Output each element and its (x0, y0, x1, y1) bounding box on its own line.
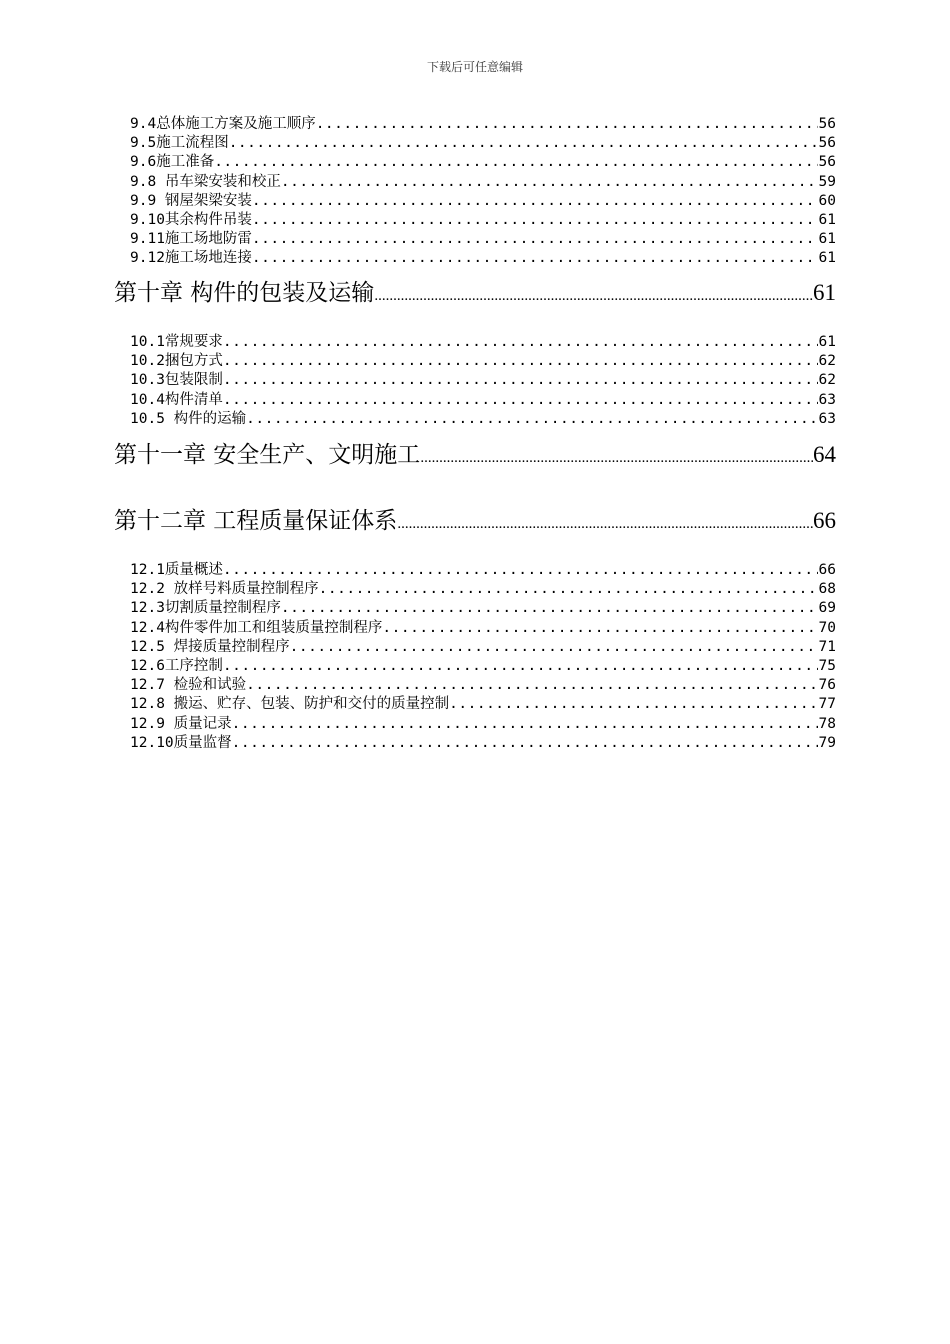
toc-entry-page: 63 (818, 391, 836, 408)
leader-dots (397, 508, 813, 537)
toc-entry-page: 61 (818, 250, 836, 267)
toc-entry-page: 61 (818, 211, 836, 228)
toc-entry[interactable] (130, 657, 836, 676)
toc-entry[interactable] (130, 371, 836, 390)
leader-dots (223, 391, 818, 410)
toc-entry-page: 68 (818, 581, 836, 598)
leader-dots (281, 173, 818, 192)
toc-entry-label: 9.12施工场地连接 (130, 250, 252, 267)
toc-entry-label: 9.8 吊车梁安装和校正 (130, 173, 281, 190)
leader-dots (281, 599, 818, 618)
toc-entry[interactable] (130, 230, 836, 249)
toc-entry-page: 79 (818, 734, 836, 751)
toc-entry-label: 12.3切割质量控制程序 (130, 600, 281, 617)
toc-entry-label: 10.1常规要求 (130, 334, 223, 350)
toc-entry[interactable] (130, 580, 836, 599)
toc-entry-page: 63 (818, 410, 836, 427)
toc-chapter-page: 64 (813, 442, 836, 467)
toc-entry[interactable] (130, 391, 836, 410)
toc-entry-page: 66 (818, 562, 836, 578)
toc-entry[interactable] (130, 599, 836, 618)
toc-entry-label: 12.2 放样号料质量控制程序 (130, 581, 319, 598)
toc-entry-label: 9.9 钢屋架梁安装 (130, 192, 252, 209)
toc-entry[interactable] (130, 410, 836, 429)
toc-entry-label: 12.9 质量记录 (130, 715, 232, 732)
toc-entry-label: 9.5施工流程图 (130, 135, 229, 152)
toc-entry-page: 56 (818, 135, 836, 152)
toc-entry-label: 12.7 检验和试验 (130, 677, 247, 694)
leader-dots (252, 230, 818, 249)
toc-chapter-page: 66 (813, 508, 836, 533)
toc-entry-label: 12.1质量概述 (130, 562, 223, 578)
toc-entry-page: 77 (818, 696, 836, 713)
toc-entry[interactable] (130, 173, 836, 192)
toc-section-ch12 (130, 561, 836, 753)
toc-chapter-11[interactable] (114, 439, 836, 471)
toc-entry[interactable] (130, 638, 836, 657)
toc-entry-page: 75 (818, 657, 836, 674)
toc-entry-page: 56 (818, 116, 836, 132)
toc-entry[interactable] (130, 333, 836, 352)
toc-entry-label: 9.11施工场地防雷 (130, 231, 252, 248)
toc-entry-label: 10.3包装限制 (130, 372, 223, 389)
leader-dots (252, 192, 818, 211)
leader-dots (223, 371, 818, 390)
leader-dots (319, 580, 818, 599)
toc-entry-label: 12.5 焊接质量控制程序 (130, 638, 290, 655)
leader-dots (290, 638, 818, 657)
toc-entry-page: 56 (818, 154, 836, 171)
leader-dots (374, 280, 813, 309)
toc-entry-label: 12.8 搬运、贮存、包装、防护和交付的质量控制 (130, 696, 450, 713)
leader-dots (214, 153, 817, 172)
toc-entry[interactable] (130, 115, 836, 134)
leader-dots (246, 676, 817, 695)
toc-entry[interactable] (130, 619, 836, 638)
toc-entry-label: 9.10其余构件吊装 (130, 211, 252, 228)
toc-entry-page: 69 (818, 600, 836, 617)
toc-entry[interactable] (130, 211, 836, 230)
leader-dots (246, 410, 817, 429)
toc-chapter-label: 第十二章 工程质量保证体系 (114, 508, 398, 534)
toc-chapter-page: 61 (813, 280, 836, 305)
toc-entry-label: 12.10质量监督 (130, 734, 232, 751)
toc-entry-page: 61 (818, 231, 836, 248)
toc-entry[interactable] (130, 734, 836, 753)
leader-dots (232, 715, 818, 734)
toc-entry-page: 71 (818, 638, 836, 655)
toc-chapter-12[interactable] (114, 505, 836, 537)
toc-chapter-10[interactable] (114, 277, 836, 309)
leader-dots (223, 561, 818, 580)
toc-entry[interactable] (130, 153, 836, 172)
leader-dots (229, 134, 818, 153)
leader-dots (382, 619, 817, 638)
leader-dots (252, 211, 818, 230)
toc-entry-page: 78 (818, 715, 836, 732)
leader-dots (223, 333, 818, 352)
toc-entry[interactable] (130, 134, 836, 153)
leader-dots (420, 442, 813, 471)
toc-entry[interactable] (130, 352, 836, 371)
toc-entry-page: 70 (818, 619, 836, 636)
toc-entry[interactable] (130, 249, 836, 268)
toc-entry-label: 10.5 构件的运输 (130, 410, 247, 427)
toc-entry[interactable] (130, 192, 836, 211)
toc-entry-label: 10.2捆包方式 (130, 353, 223, 370)
toc-section-ch10 (130, 333, 836, 429)
toc-entry[interactable] (130, 676, 836, 695)
toc-entry-page: 61 (818, 334, 836, 350)
toc-entry-page: 76 (818, 677, 836, 694)
leader-dots (232, 734, 818, 753)
leader-dots (223, 352, 818, 371)
leader-dots (449, 695, 817, 714)
toc-entry[interactable] (130, 715, 836, 734)
toc-entry-page: 62 (818, 372, 836, 389)
toc-entry[interactable] (130, 695, 836, 714)
toc-entry-label: 12.4构件零件加工和组装质量控制程序 (130, 619, 383, 636)
toc-chapter-label: 第十章 构件的包装及运输 (114, 280, 375, 306)
toc-entry-page: 60 (818, 192, 836, 209)
toc-entry-label: 10.4构件清单 (130, 391, 223, 408)
toc-section-ch9 (130, 115, 836, 269)
toc-entry-label: 12.6工序控制 (130, 657, 223, 674)
toc-entry-label: 9.4总体施工方案及施工顺序 (130, 116, 316, 132)
toc-entry-page: 62 (818, 353, 836, 370)
page-header: 下载后可任意编辑 (426, 60, 523, 74)
toc-chapter-label: 第十一章 安全生产、文明施工 (114, 442, 421, 468)
leader-dots (223, 657, 818, 676)
leader-dots (252, 249, 818, 268)
toc-entry-page: 59 (818, 173, 836, 190)
toc-entry-label: 9.6施工准备 (130, 154, 215, 171)
toc-entry[interactable] (130, 561, 836, 580)
leader-dots (316, 115, 818, 134)
